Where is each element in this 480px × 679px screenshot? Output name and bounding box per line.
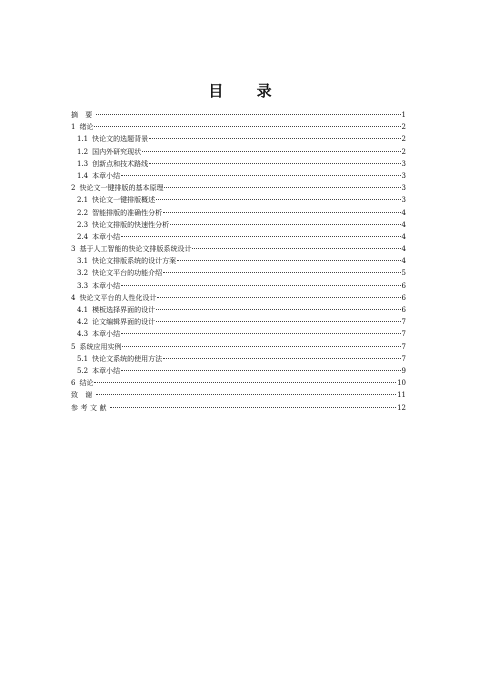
toc-entry-page-number: 9 [401,366,406,375]
toc-entry-label [77,365,120,377]
dot-leader [121,175,400,176]
toc-entry-label [71,243,191,255]
toc-entry [71,133,406,145]
toc-entry-number: 2.2 [77,208,89,217]
toc-entry-text: 结论 [79,379,94,388]
toc-entry-text: 创新点和技术路线 [92,159,149,168]
toc-entry [71,328,406,340]
toc-entry-number: 5.2 [77,366,89,375]
toc-entry-label [71,341,121,353]
toc-entry [71,182,406,194]
toc-entry-label [71,182,163,194]
toc-entry-text: 快论文平台的人性化设计 [79,293,157,302]
toc-entry-page-number: 7 [401,342,406,351]
toc-entry-page-number: 3 [401,159,406,168]
toc-entry [71,377,406,389]
toc-entry-page-number: 4 [401,208,406,217]
toc-entry-page-number: 1 [401,111,406,119]
toc-entry-page-number: 3 [401,196,406,205]
toc-entry-label [77,207,162,219]
toc-entry-page-number: 6 [401,293,406,302]
dot-leader [94,382,396,383]
toc-entry-number: 1.1 [77,135,89,144]
toc-entry-page-number: 7 [401,354,406,363]
toc-entry-number: 4 [71,293,76,302]
toc-entry-number: 3.2 [77,269,89,278]
toc-entry-number: 4.2 [77,318,89,327]
toc-entry [71,255,406,267]
dot-leader [121,285,400,286]
toc-entry [71,109,406,121]
toc-entry-text: 参考文献 [71,403,109,412]
toc-entry-page-number: 3 [401,184,406,193]
toc-entry-number: 1 [71,123,76,132]
dot-leader [170,224,400,225]
toc-entry-number: 2.3 [77,220,89,229]
toc-entry-number: 2.1 [77,196,89,205]
table-of-contents [71,109,406,414]
toc-entry-page-number: 4 [401,245,406,254]
toc-entry-label [77,158,148,170]
toc-entry [71,121,406,133]
toc-entry-text: 基于人工智能的快论文排版系统设计 [79,245,192,254]
dot-leader [149,163,400,164]
dot-leader [156,309,400,310]
toc-entry [71,353,406,365]
dot-leader [157,297,400,298]
dot-leader [121,333,400,334]
toc-entry-text: 论文编辑界面的设计 [92,318,156,327]
toc-entry-label [77,353,162,365]
toc-entry-label [77,146,141,158]
toc-entry-page-number: 2 [401,135,406,144]
toc-entry-text: 本章小结 [92,171,121,180]
dot-leader [156,321,400,322]
dot-leader [142,151,400,152]
toc-entry-number: 3 [71,245,76,254]
page-title: 目 录 [208,82,286,100]
toc-entry-page-number: 10 [397,379,406,388]
toc-entry-text: 智能排版的准确性分析 [92,208,163,217]
toc-entry-page-number: 7 [401,330,406,339]
toc-entry-label [71,402,109,414]
toc-entry-number: 3.3 [77,281,89,290]
toc-entry-page-number: 2 [401,147,406,156]
toc-entry-number: 2 [71,184,76,193]
toc-entry-text: 致 谢 [71,391,95,400]
toc-entry [71,207,406,219]
toc-entry [71,243,406,255]
dot-leader [122,346,400,347]
toc-entry-text: 本章小结 [92,232,121,241]
toc-entry-text: 系统应用实例 [79,342,122,351]
toc-entry-page-number: 4 [401,257,406,266]
toc-entry-number: 5.1 [77,354,89,363]
toc-entry-number: 2.4 [77,232,89,241]
toc-entry [71,158,406,170]
toc-entry [71,280,406,292]
toc-entry-text: 模板选择界面的设计 [92,306,156,314]
toc-entry-text: 绪论 [79,123,94,132]
toc-entry-number: 1.4 [77,171,89,180]
toc-entry-text: 快论文系统的使用方法 [92,354,163,363]
toc-entry [71,316,406,328]
toc-entry-number: 6 [71,379,76,388]
toc-entry-text: 快论文一键排版概述 [92,196,156,205]
toc-entry-text: 快论文排版的快速性分析 [92,220,170,229]
dot-leader [156,199,400,200]
toc-entry-label [77,267,162,279]
toc-entry-label [77,194,155,206]
toc-entry-page-number: 11 [397,391,406,400]
toc-entry [71,267,406,279]
toc-entry-text: 本章小结 [92,366,121,375]
toc-entry-page-number: 4 [401,220,406,229]
toc-entry-text: 快论文一键排版的基本原理 [79,184,164,193]
toc-entry-number: 5 [71,342,76,351]
toc-entry [71,389,406,401]
toc-entry-label [77,255,176,267]
toc-entry-text: 快论文的选题背景 [92,135,149,144]
toc-entry [71,219,406,231]
dot-leader [110,407,396,408]
toc-entry-label [77,280,120,292]
toc-entry-page-number: 6 [401,306,406,314]
toc-entry-text: 本章小结 [92,330,121,339]
toc-entry-text: 本章小结 [92,281,121,290]
dot-leader [163,212,400,213]
toc-entry [71,402,406,414]
toc-entry-number: 3.1 [77,257,89,266]
dot-leader [94,126,400,127]
toc-entry-label [71,121,93,133]
toc-entry-label [71,292,156,304]
toc-entry-label [77,304,155,316]
toc-entry-label [71,109,95,121]
toc-entry-text: 国内外研究现状 [92,147,142,156]
dot-leader [149,138,400,139]
toc-entry [71,146,406,158]
toc-entry [71,194,406,206]
dot-leader [192,248,400,249]
toc-entry-number: 4.1 [77,306,89,314]
toc-entry-label [77,219,169,231]
toc-entry-text: 快论文排版系统的设计方案 [92,257,177,266]
toc-entry-label [77,133,148,145]
dot-leader [163,272,400,273]
toc-entry [71,365,406,377]
toc-entry-page-number: 5 [401,269,406,278]
dot-leader [177,260,400,261]
toc-entry-label [77,316,155,328]
toc-entry [71,304,406,316]
dot-leader [121,236,400,237]
toc-entry [71,231,406,243]
toc-entry-page-number: 4 [401,232,406,241]
toc-entry-number: 4.3 [77,330,89,339]
toc-entry-page-number: 7 [401,318,406,327]
toc-entry-page-number: 6 [401,281,406,290]
dot-leader [164,187,400,188]
dot-leader [96,394,396,395]
toc-entry-page-number: 3 [401,171,406,180]
toc-entry-text: 摘 要 [71,111,95,119]
toc-entry-label [77,231,120,243]
toc-entry-number: 1.2 [77,147,89,156]
dot-leader [96,114,401,115]
toc-entry-label [71,377,93,389]
toc-entry-label [71,389,95,401]
toc-entry-page-number: 12 [397,403,406,412]
toc-entry [71,170,406,182]
toc-entry-text: 快论文平台的功能介绍 [92,269,163,278]
toc-entry-label [77,328,120,340]
toc-entry [71,292,406,304]
toc-entry-number: 1.3 [77,159,89,168]
dot-leader [121,370,400,371]
dot-leader [163,358,400,359]
toc-entry-page-number: 2 [401,123,406,132]
toc-entry [71,341,406,353]
toc-entry-label [77,170,120,182]
